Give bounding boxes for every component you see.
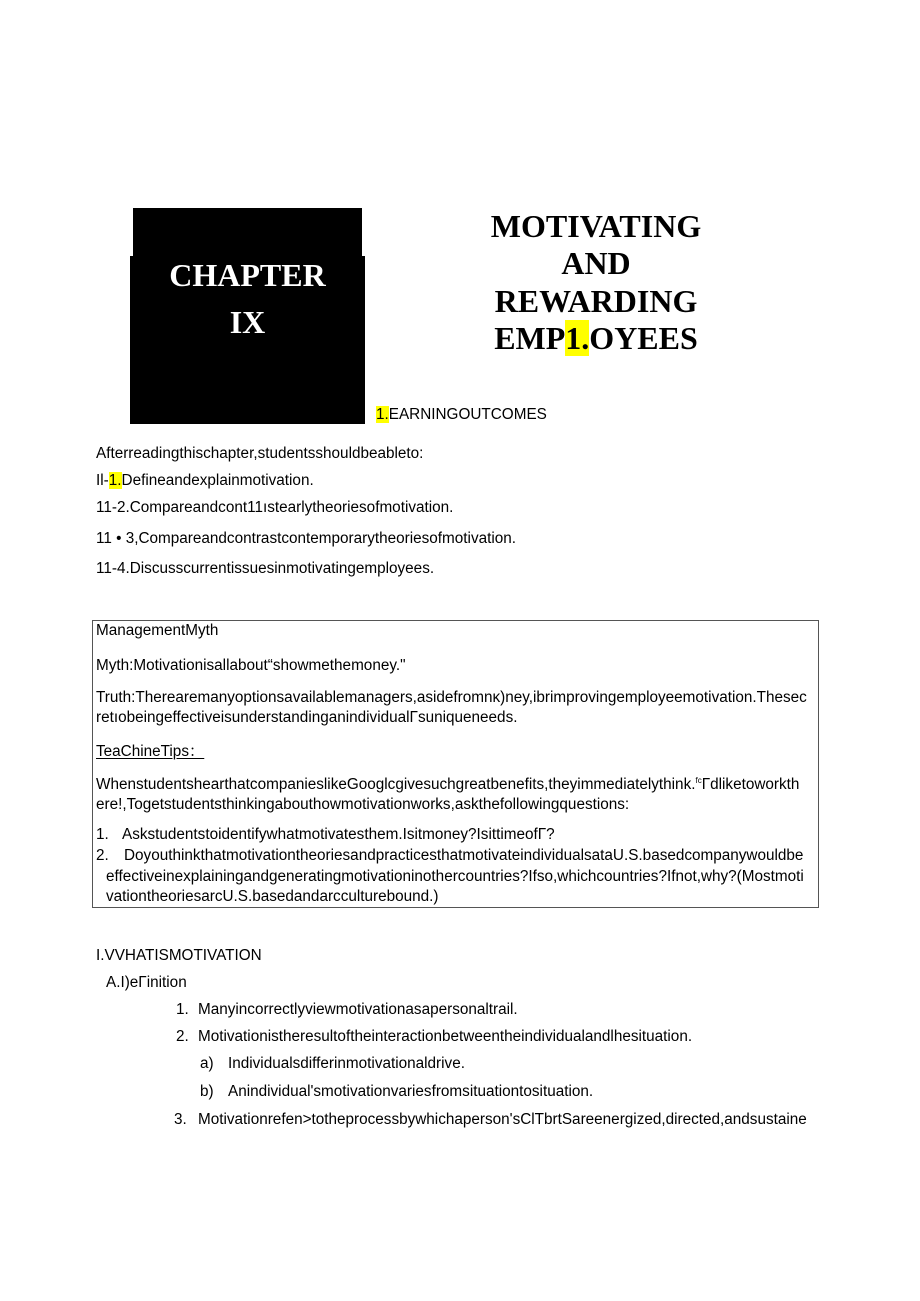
list-item: Motivationistheresultoftheinteractionbetweentheindividualandlhesituation. (198, 1028, 693, 1045)
section-heading: I.VVHATISMOTIVATION (96, 947, 262, 964)
outcome-text: Defineandexplainmotivation. (121, 472, 314, 489)
title-line-4-start: EMP (494, 319, 566, 356)
list-item: Manyincorrectlyviewmotivationasapersonaltrail. (198, 1001, 518, 1018)
learning-outcome-item: 11-4.Discusscurrentissuesinmotivatingemployees. (96, 560, 435, 577)
learning-outcome-item: 11 • 3,Compareandcontrastcontemporarytheoriesofmotivation. (96, 530, 517, 547)
list-item: Motivationrefen>totheprocessbywhichaperson'sClTbrtSareenergized,directed,andsustaine (198, 1111, 807, 1128)
list-item-number: 1. (176, 1001, 189, 1018)
tips-superscript: fc (695, 776, 702, 785)
sub-list-item-label: b) (200, 1083, 214, 1100)
learning-outcomes-heading (376, 406, 547, 424)
chapter-number: IX (229, 304, 266, 340)
chapter-title (456, 208, 736, 357)
outcome-prefix: Il- (96, 472, 109, 489)
myth-box-heading: ManagementMyth (96, 622, 219, 639)
sub-list-item: Individualsdifferinmotivationaldrive. (228, 1055, 465, 1072)
title-highlight: 1. (565, 319, 590, 356)
title-line-4 (456, 320, 736, 357)
question-text: effectiveinexplainingandgeneratingmotivationinothercountries?Ifso,whichcountries?Ifnot,why?(Mostmoti (106, 868, 804, 885)
question-number: 1. (96, 826, 109, 843)
heading-text: EARNINGOUTCOMES (388, 406, 547, 423)
learning-outcomes-intro: Afterreadingthischapter,studentsshouldbeableto: (96, 445, 424, 462)
list-item-number: 2. (176, 1028, 189, 1045)
tips-line-start: WhenstudentshearthatcompanieslikeGooglcgivesuchgreatbenefits,theyimmediatelythink. (96, 776, 696, 793)
sub-list-item: Anindividual'smotivationvariesfromsituationtosituation. (228, 1083, 594, 1100)
title-line-1: MOTIVATING (490, 208, 702, 244)
tips-line: ere!,Togetstudentsthinkingabouthowmotivationworks,askthefollowingquestions: (96, 796, 630, 813)
section-subheading: A.I)eΓinition (106, 974, 187, 991)
title-line-2: AND (561, 245, 631, 282)
truth-line: retıobeingeffectiveisunderstandinganindividualΓsuniqueneeds. (96, 709, 518, 726)
chapter-box-top (133, 208, 362, 258)
teaching-tips-heading: TeaChineTips： (96, 743, 205, 760)
tips-line (96, 776, 799, 794)
chapter-label: CHAPTER (169, 257, 326, 293)
tips-line-end: Γdliketoworkth (701, 776, 800, 793)
question-text: vationtheoriesarcU.S.basedandarcculturebound.) (106, 888, 439, 905)
outcome-highlight: 1. (108, 472, 122, 489)
learning-outcome-item (96, 472, 314, 490)
learning-outcome-item: 11-2.Compareandcont11ıstearlytheoriesofmotivation. (96, 499, 454, 516)
truth-line: Truth:Therearemanyoptionsavailablemanagers,asidefromnκ)ney,ibrimprovingemployeemotivation.Thesec (96, 689, 807, 706)
myth-statement: Myth:Motivationisallabout“showmethemoney." (96, 657, 406, 674)
question-text: Askstudentstoidentifywhatmotivatesthem.Isitmoney?IsittimeofΓ? (122, 826, 555, 843)
title-line-4-end: OYEES (589, 319, 698, 356)
title-line-3: REWARDING (494, 282, 698, 319)
list-item-number: 3. (174, 1111, 187, 1128)
heading-highlight: 1. (376, 406, 389, 423)
question-text: DoyouthinkthatmotivationtheoriesandpracticesthatmotivateindividualsataU.S.basedcompanywouldbe (124, 847, 804, 864)
sub-list-item-label: a) (200, 1055, 214, 1072)
question-number: 2. (96, 847, 109, 864)
